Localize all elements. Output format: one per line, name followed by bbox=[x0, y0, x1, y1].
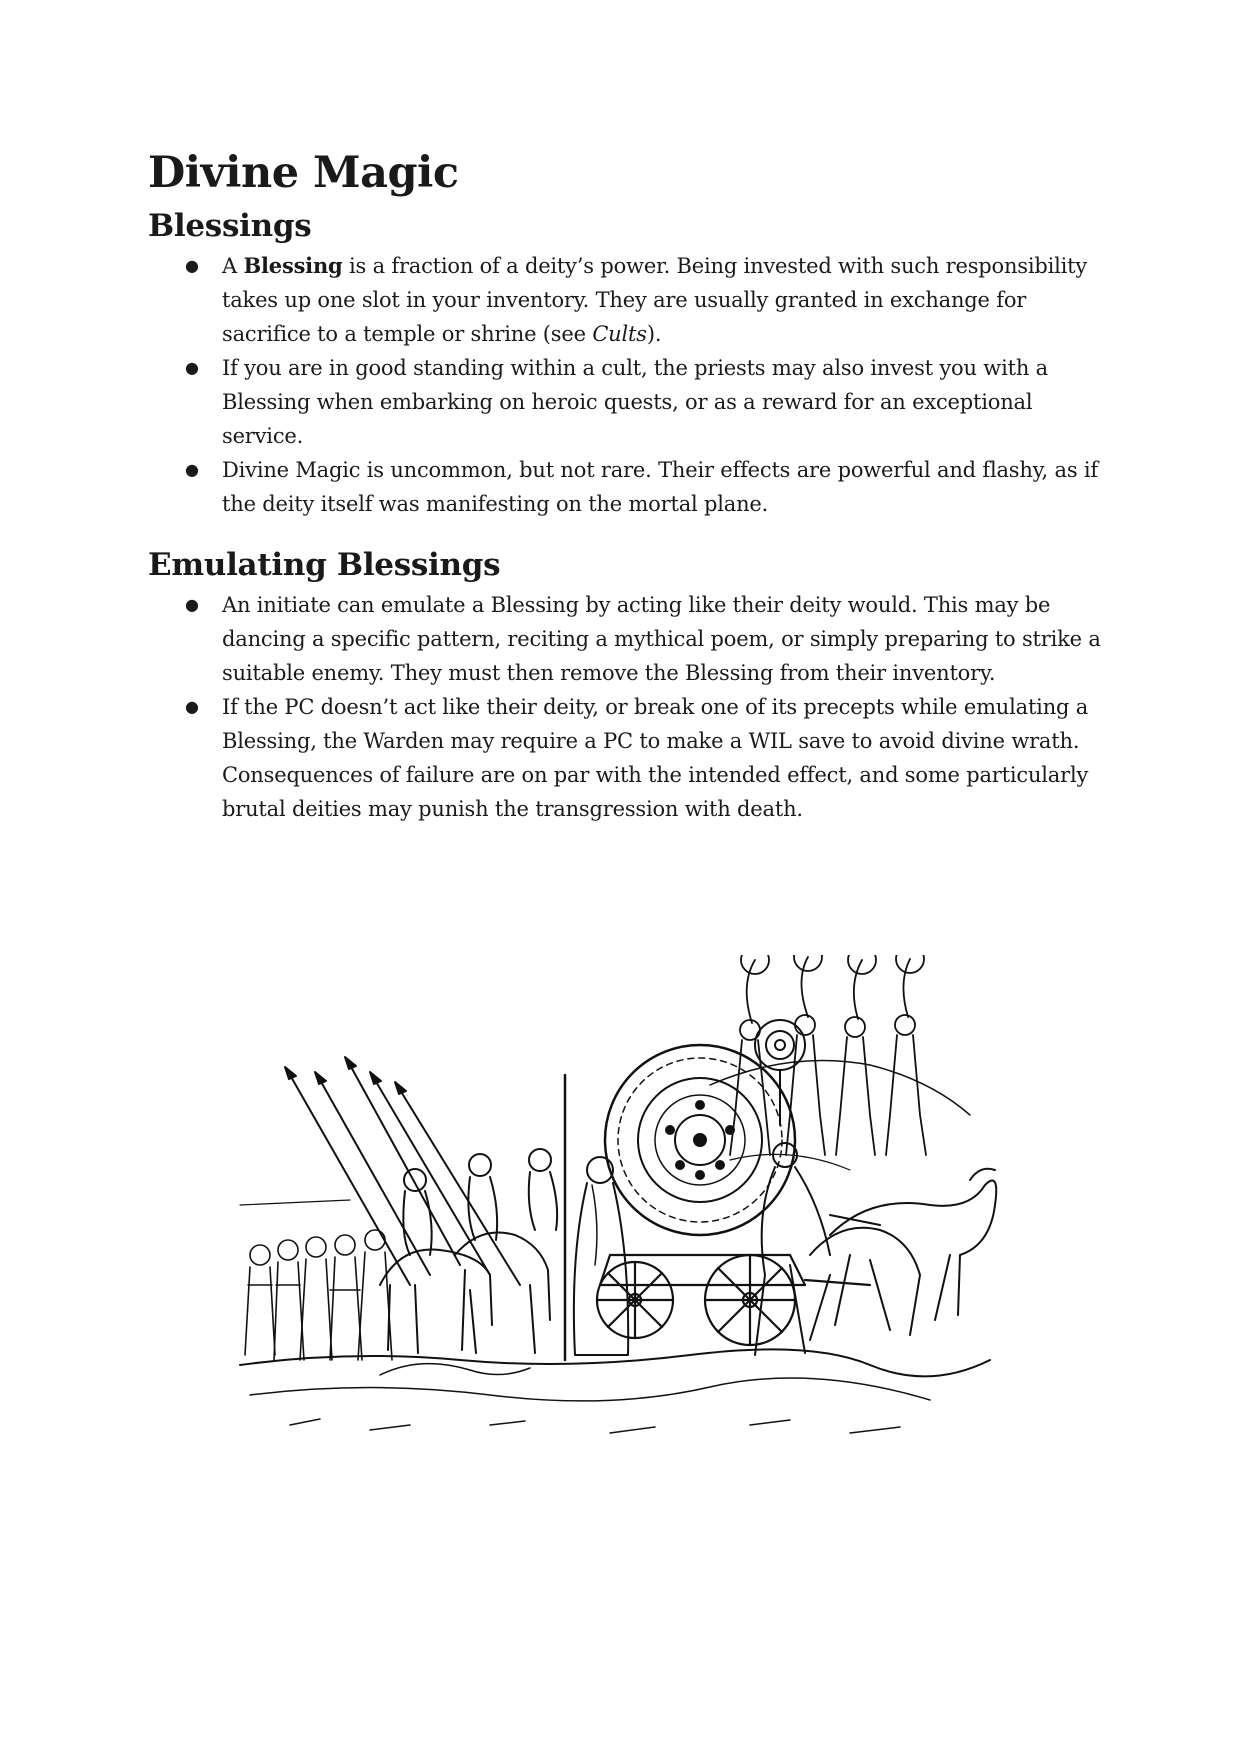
bullet-icon: ● bbox=[185, 255, 199, 275]
item-text: An initiate can emulate a Blessing by acting like their deity would. This may be dancing a specific pattern, reciting a mythical poem, or simply preparing to strike a suitable enemy. They must then remove the Blessing from their inventory. bbox=[222, 592, 1101, 685]
bullet-icon: ● bbox=[185, 696, 199, 716]
item-text-post: ). bbox=[646, 321, 662, 346]
item-text: If the PC doesn’t act like their deity, or break one of its precepts while emulating a Blessing, the Warden may require a PC to make a WIL save to avoid divine wrath. Consequences of failure are on par with the intended effect, and some particularly brutal deities may punish the transgression with death. bbox=[222, 694, 1089, 821]
item-text-mid: is a fraction of a deity’s power. Being invested with such responsibility takes up one slot in your inventory. They are usually granted in exchange for sacrifice to a temple or shrine (see bbox=[222, 253, 1088, 346]
procession-illustration-icon bbox=[230, 955, 1010, 1455]
list-item bbox=[185, 588, 1108, 690]
item-text-pre: A bbox=[222, 253, 244, 278]
list-item bbox=[185, 453, 1108, 521]
blessings-list bbox=[148, 249, 1108, 521]
bullet-icon: ● bbox=[185, 594, 199, 614]
list-item bbox=[185, 351, 1108, 453]
emulating-blessings-list bbox=[148, 588, 1108, 826]
item-text-bold: Blessing bbox=[243, 252, 343, 278]
item-text-italic: Cults bbox=[592, 321, 647, 346]
item-text: Divine Magic is uncommon, but not rare. Their effects are powerful and flashy, as if the deity itself was manifesting on the mortal plane. bbox=[222, 457, 1098, 516]
section-heading-emulating-blessings: Emulating Blessings bbox=[148, 546, 501, 583]
bullet-icon: ● bbox=[185, 459, 199, 479]
item-text: If you are in good standing within a cult, the priests may also invest you with a Blessing when embarking on heroic quests, or as a reward for an exceptional service. bbox=[222, 355, 1048, 448]
document-content bbox=[148, 148, 1108, 826]
list-item bbox=[185, 690, 1108, 826]
list-item bbox=[185, 249, 1108, 351]
bullet-icon: ● bbox=[185, 357, 199, 377]
page-title: Divine Magic bbox=[148, 148, 459, 198]
section-heading-blessings: Blessings bbox=[148, 207, 312, 244]
